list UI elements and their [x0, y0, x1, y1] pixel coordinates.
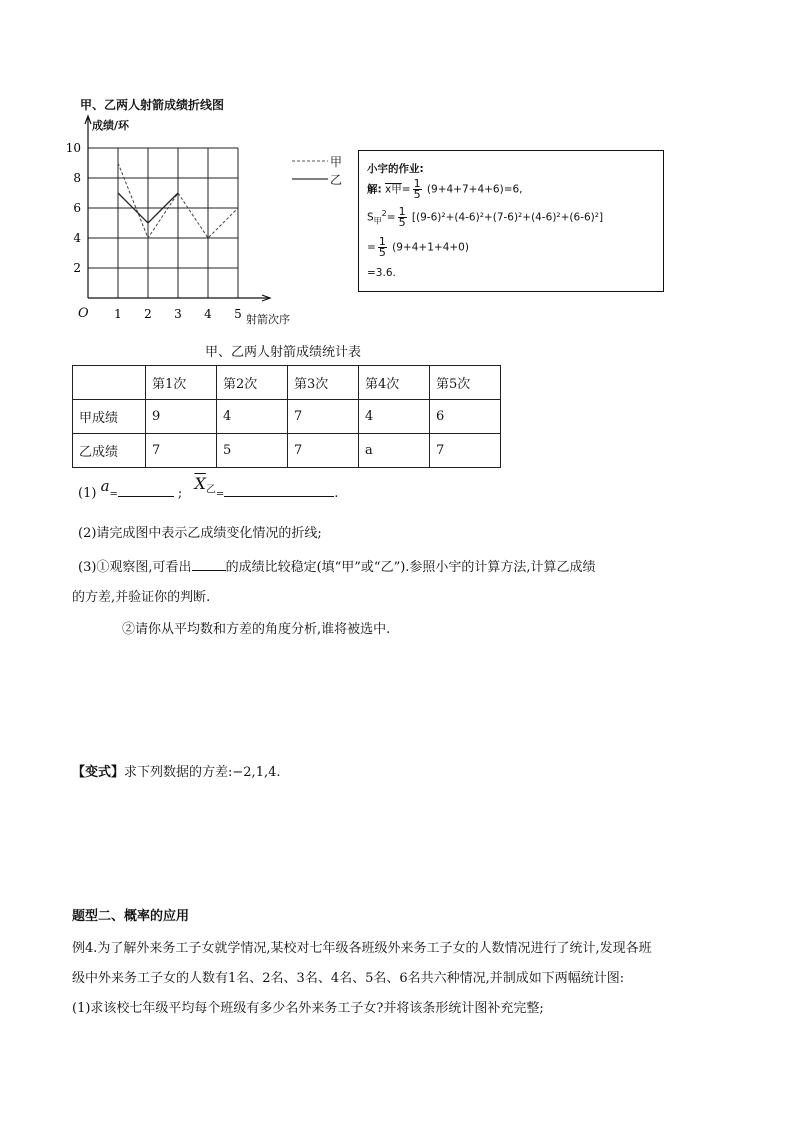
- y-tick-label: 8: [73, 171, 81, 185]
- variant-exercise: [72, 761, 281, 780]
- fraction-one-fifth: $\frac{1}{5}$: [413, 177, 421, 201]
- table-cell: a: [359, 434, 430, 468]
- table-cell: 7: [430, 434, 501, 468]
- table-header-row: [73, 366, 501, 400]
- section-2-paragraph-3: (1)求该校七年级平均每个班级有多少名外来务工子女?并将该条形统计图补充完整;: [72, 1001, 544, 1016]
- section-2-title: 题型二、概率的应用: [72, 909, 190, 924]
- homework-variance-expr: [(9-6)²+(4-6)²+(7-6)²+(4-6)²+(6-6)²]: [411, 211, 604, 224]
- homework-line-sum: = $\frac{1}{5}$ (9+4+1+4+0): [367, 235, 469, 259]
- question-3-text-a: (3)①观察图,可看出: [78, 560, 192, 575]
- y-tick-label: 4: [73, 231, 81, 245]
- table-cell: 甲成绩: [73, 400, 146, 434]
- chart-ticks: [66, 141, 242, 321]
- legend-label-yi: 乙: [330, 173, 343, 187]
- y-tick-label: 10: [65, 141, 81, 155]
- question-3-text-b: 的成绩比较稳定(填“甲”或“乙”).参照小宇的计算方法,计算乙成绩: [225, 560, 596, 575]
- section-2-paragraph-2: 级中外来务工子女的人数有1名、2名、3名、4名、5名、6名共六种情况,并制成如下两幅统计图:: [72, 971, 625, 986]
- homework-result: =3.6.: [367, 267, 396, 279]
- x-tick-label: 5: [234, 307, 242, 321]
- fraction-one-fifth-3: $\frac{1}{5}$: [378, 235, 386, 259]
- table-cell: 7: [146, 434, 217, 468]
- homework-line-mean: 解: x甲= $\frac{1}{5}$ (9+4+7+4+6)=6,: [367, 177, 523, 201]
- line-chart: [65, 108, 360, 338]
- homework-solution-label: 解:: [367, 183, 382, 196]
- table-cell: 4: [359, 400, 430, 434]
- q1-equals-2: =: [215, 489, 225, 500]
- q1-separator: ;: [177, 486, 183, 501]
- table-header-cell: 第5次: [430, 366, 501, 400]
- legend-lines: [290, 155, 330, 185]
- x-tick-label: 1: [114, 307, 122, 321]
- q1-end: .: [334, 486, 339, 501]
- fraction-one-fifth-2: $\frac{1}{5}$: [398, 205, 406, 229]
- question-2: (2)请完成图中表示乙成绩变化情况的折线;: [78, 526, 322, 541]
- table-cell: 乙成绩: [73, 434, 146, 468]
- answer-blank-stable[interactable]: [192, 570, 226, 571]
- variant-label: 【变式】: [72, 765, 125, 780]
- homework-mean-symbol: x甲: [385, 183, 402, 196]
- table-cell: 7: [288, 400, 359, 434]
- table-row: [73, 400, 501, 434]
- table-header-cell: [73, 366, 146, 400]
- legend-label-jia: 甲: [330, 155, 343, 169]
- table-header-cell: 第2次: [217, 366, 288, 400]
- question-3-line-1: [78, 556, 596, 575]
- x-tick-label: 3: [174, 307, 182, 321]
- table-cell: 5: [217, 434, 288, 468]
- homework-box: [358, 150, 664, 292]
- chart-grid: [88, 148, 238, 298]
- homework-mean-expr: (9+4+7+4+6)=6,: [426, 183, 523, 196]
- x-tick-label: 2: [144, 307, 152, 321]
- q1-variable-a: a: [100, 477, 110, 495]
- chart-title: 甲、乙两人射箭成绩折线图: [80, 98, 225, 112]
- table-cell: 4: [217, 400, 288, 434]
- q1-xbar: $\overline{X}_乙$: [194, 474, 216, 496]
- x-axis-label: 射箭次序: [246, 313, 290, 326]
- table-cell: 9: [146, 400, 217, 434]
- table-header-cell: 第3次: [288, 366, 359, 400]
- table-cell: 6: [430, 400, 501, 434]
- y-tick-label: 6: [73, 201, 81, 215]
- question-3-line-2: 的方差,并验证你的判断.: [72, 590, 211, 605]
- y-axis-label: 成绩/环: [92, 119, 130, 132]
- variant-text: 求下列数据的方差:−2,1,4.: [124, 765, 281, 780]
- table-header-cell: 第4次: [359, 366, 430, 400]
- homework-line-variance: $S_甲^2=$ $\frac{1}{5}$ [(9-6)²+(4-6)²+(7-6)²+(4-6)²+(6-6)²]: [367, 205, 604, 229]
- origin-label: O: [78, 306, 89, 321]
- table-cell: 7: [288, 434, 359, 468]
- question-1: [78, 474, 339, 504]
- table-title: 甲、乙两人射箭成绩统计表: [205, 345, 362, 360]
- score-table: [72, 365, 501, 468]
- x-tick-label: 4: [204, 307, 212, 321]
- table-row: [73, 434, 501, 468]
- homework-title: 小宇的作业:: [367, 163, 424, 175]
- section-2-paragraph-1: 例4.为了解外来务工子女就学情况,某校对七年级各班级外来务工子女的人数情况进行了统计,发现各班: [72, 941, 652, 956]
- q1-equals-1: =: [109, 489, 118, 500]
- table-header-cell: 第1次: [146, 366, 217, 400]
- answer-blank-xbar[interactable]: [224, 496, 334, 497]
- question-3-line-3: ②请你从平均数和方差的角度分析,谁将被选中.: [122, 622, 391, 637]
- y-tick-label: 2: [73, 261, 81, 275]
- question-1-number: (1): [78, 486, 97, 501]
- homework-sum-expr: (9+4+1+4+0): [392, 241, 469, 254]
- answer-blank-a[interactable]: [118, 496, 174, 497]
